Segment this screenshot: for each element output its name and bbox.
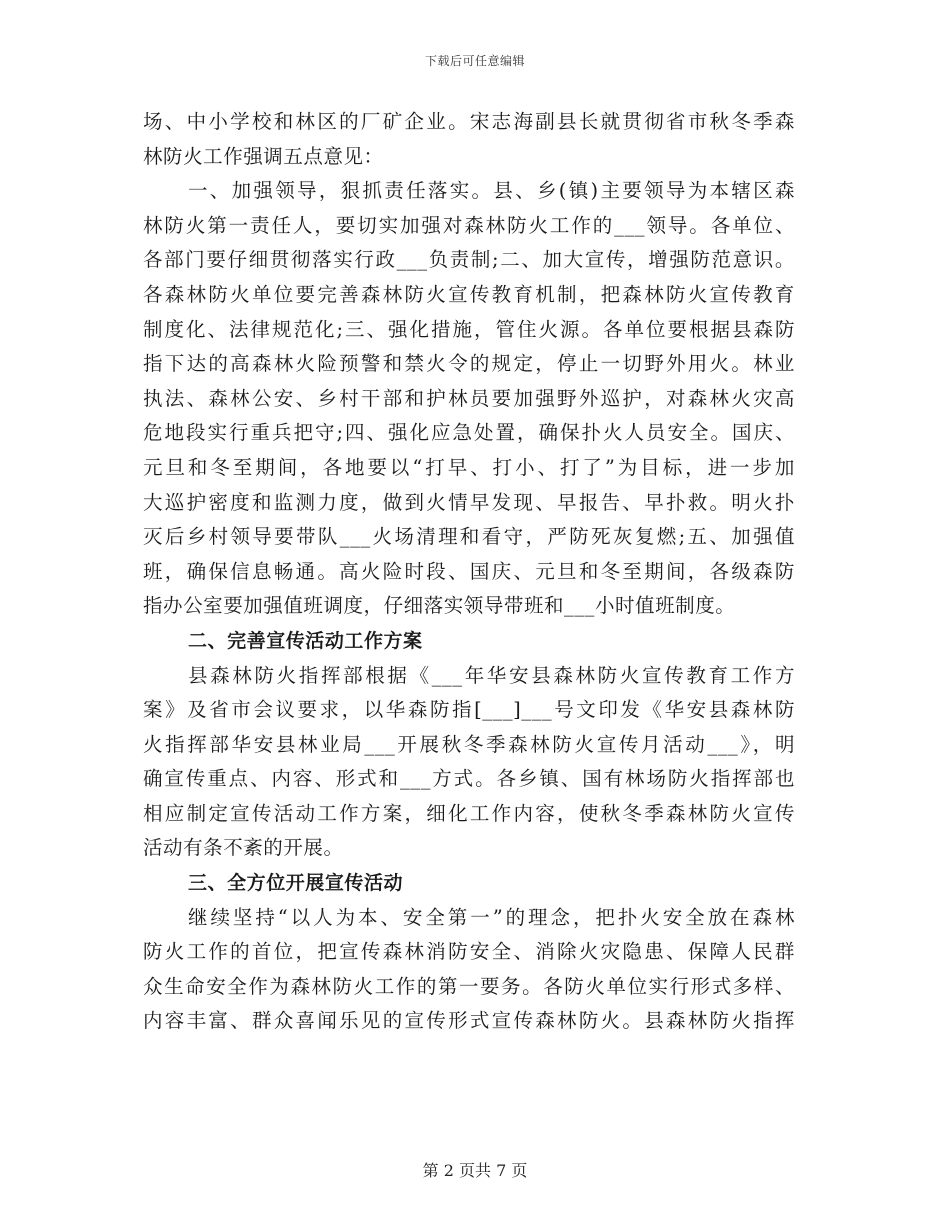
section-heading: 二、完善宣传活动工作方案 [188, 629, 423, 652]
paragraph-line: 火指挥部华安县林业局___开展秋冬季森林防火宣传月活动___》，明 [143, 732, 795, 756]
paragraph-line: 灭后乡村领导要带队___火场清理和看守，严防死灰复燃;五、加强值 [143, 525, 795, 549]
paragraph-line: 活动有条不紊的开展。 [143, 836, 344, 860]
paragraph-line: 继续坚持“以人为本、安全第一”的理念，把扑火安全放在森林 [188, 905, 795, 929]
section-heading: 三、全方位开展宣传活动 [188, 872, 404, 895]
paragraph-line: 场、中小学校和林区的厂矿企业。宋志海副县长就贯彻省市秋冬季森 [143, 110, 795, 133]
paragraph-line: 制度化、法律规范化;三、强化措施，管住火源。各单位要根据县森防 [143, 317, 795, 341]
paragraph-line: 相应制定宣传活动工作方案，细化工作内容，使秋冬季森林防火宣传 [143, 801, 795, 825]
paragraph-line: 林防火第一责任人，要切实加强对森林防火工作的___领导。各单位、 [143, 213, 795, 237]
paragraph-line: 指办公室要加强值班调度，仔细落实领导带班和___小时值班制度。 [143, 594, 736, 618]
paragraph-line: 班，确保信息畅通。高火险时段、国庆、元旦和冬至期间，各级森防 [143, 559, 795, 583]
paragraph-line: 确宣传重点、内容、形式和___方式。各乡镇、国有林场防火指挥部也 [143, 767, 795, 791]
paragraph-line: 县森林防火指挥部根据《___年华安县森林防火宣传教育工作方 [188, 663, 795, 687]
paragraph-line: 各部门要仔细贯彻落实行政___负责制;二、加大宣传，增强防范意识。 [143, 248, 795, 272]
paragraph-line: 一、加强领导，狠抓责任落实。县、乡(镇)主要领导为本辖区森 [188, 179, 795, 203]
paragraph-line: 案》及省市会议要求，以华森防指[___]___号文印发《华安县森林防 [143, 698, 795, 722]
document-body [143, 105, 795, 1039]
paragraph-line: 防火工作的首位，把宣传森林消防安全、消除火灾隐患、保障人民群 [143, 940, 795, 964]
paragraph-line: 执法、森林公安、乡村干部和护林员要加强野外巡护，对森林火灾高 [143, 386, 795, 410]
paragraph-line: 元旦和冬至期间，各地要以“打早、打小、打了”为目标，进一步加 [143, 455, 795, 479]
paragraph-line: 众生命安全作为森林防火工作的第一要务。各防火单位实行形式多样、 [143, 974, 795, 998]
page-footer: 第 2 页共 7 页 [422, 1161, 528, 1180]
paragraph-line: 指下达的高森林火险预警和禁火令的规定，停止一切野外用火。林业 [143, 352, 795, 376]
paragraph-line: 各森林防火单位要完善森林防火宣传教育机制，把森林防火宣传教育 [143, 282, 795, 306]
page-header: 下载后可任意编辑 [424, 54, 525, 68]
paragraph-line: 危地段实行重兵把守;四、强化应急处置，确保扑火人员安全。国庆、 [143, 421, 795, 445]
paragraph-line: 大巡护密度和监测力度，做到火情早发现、早报告、早扑救。明火扑 [143, 490, 795, 514]
paragraph-line: 林防火工作强调五点意见： [143, 144, 384, 168]
paragraph-line: 内容丰富、群众喜闻乐见的宣传形式宣传森林防火。县森林防火指挥 [143, 1009, 795, 1033]
